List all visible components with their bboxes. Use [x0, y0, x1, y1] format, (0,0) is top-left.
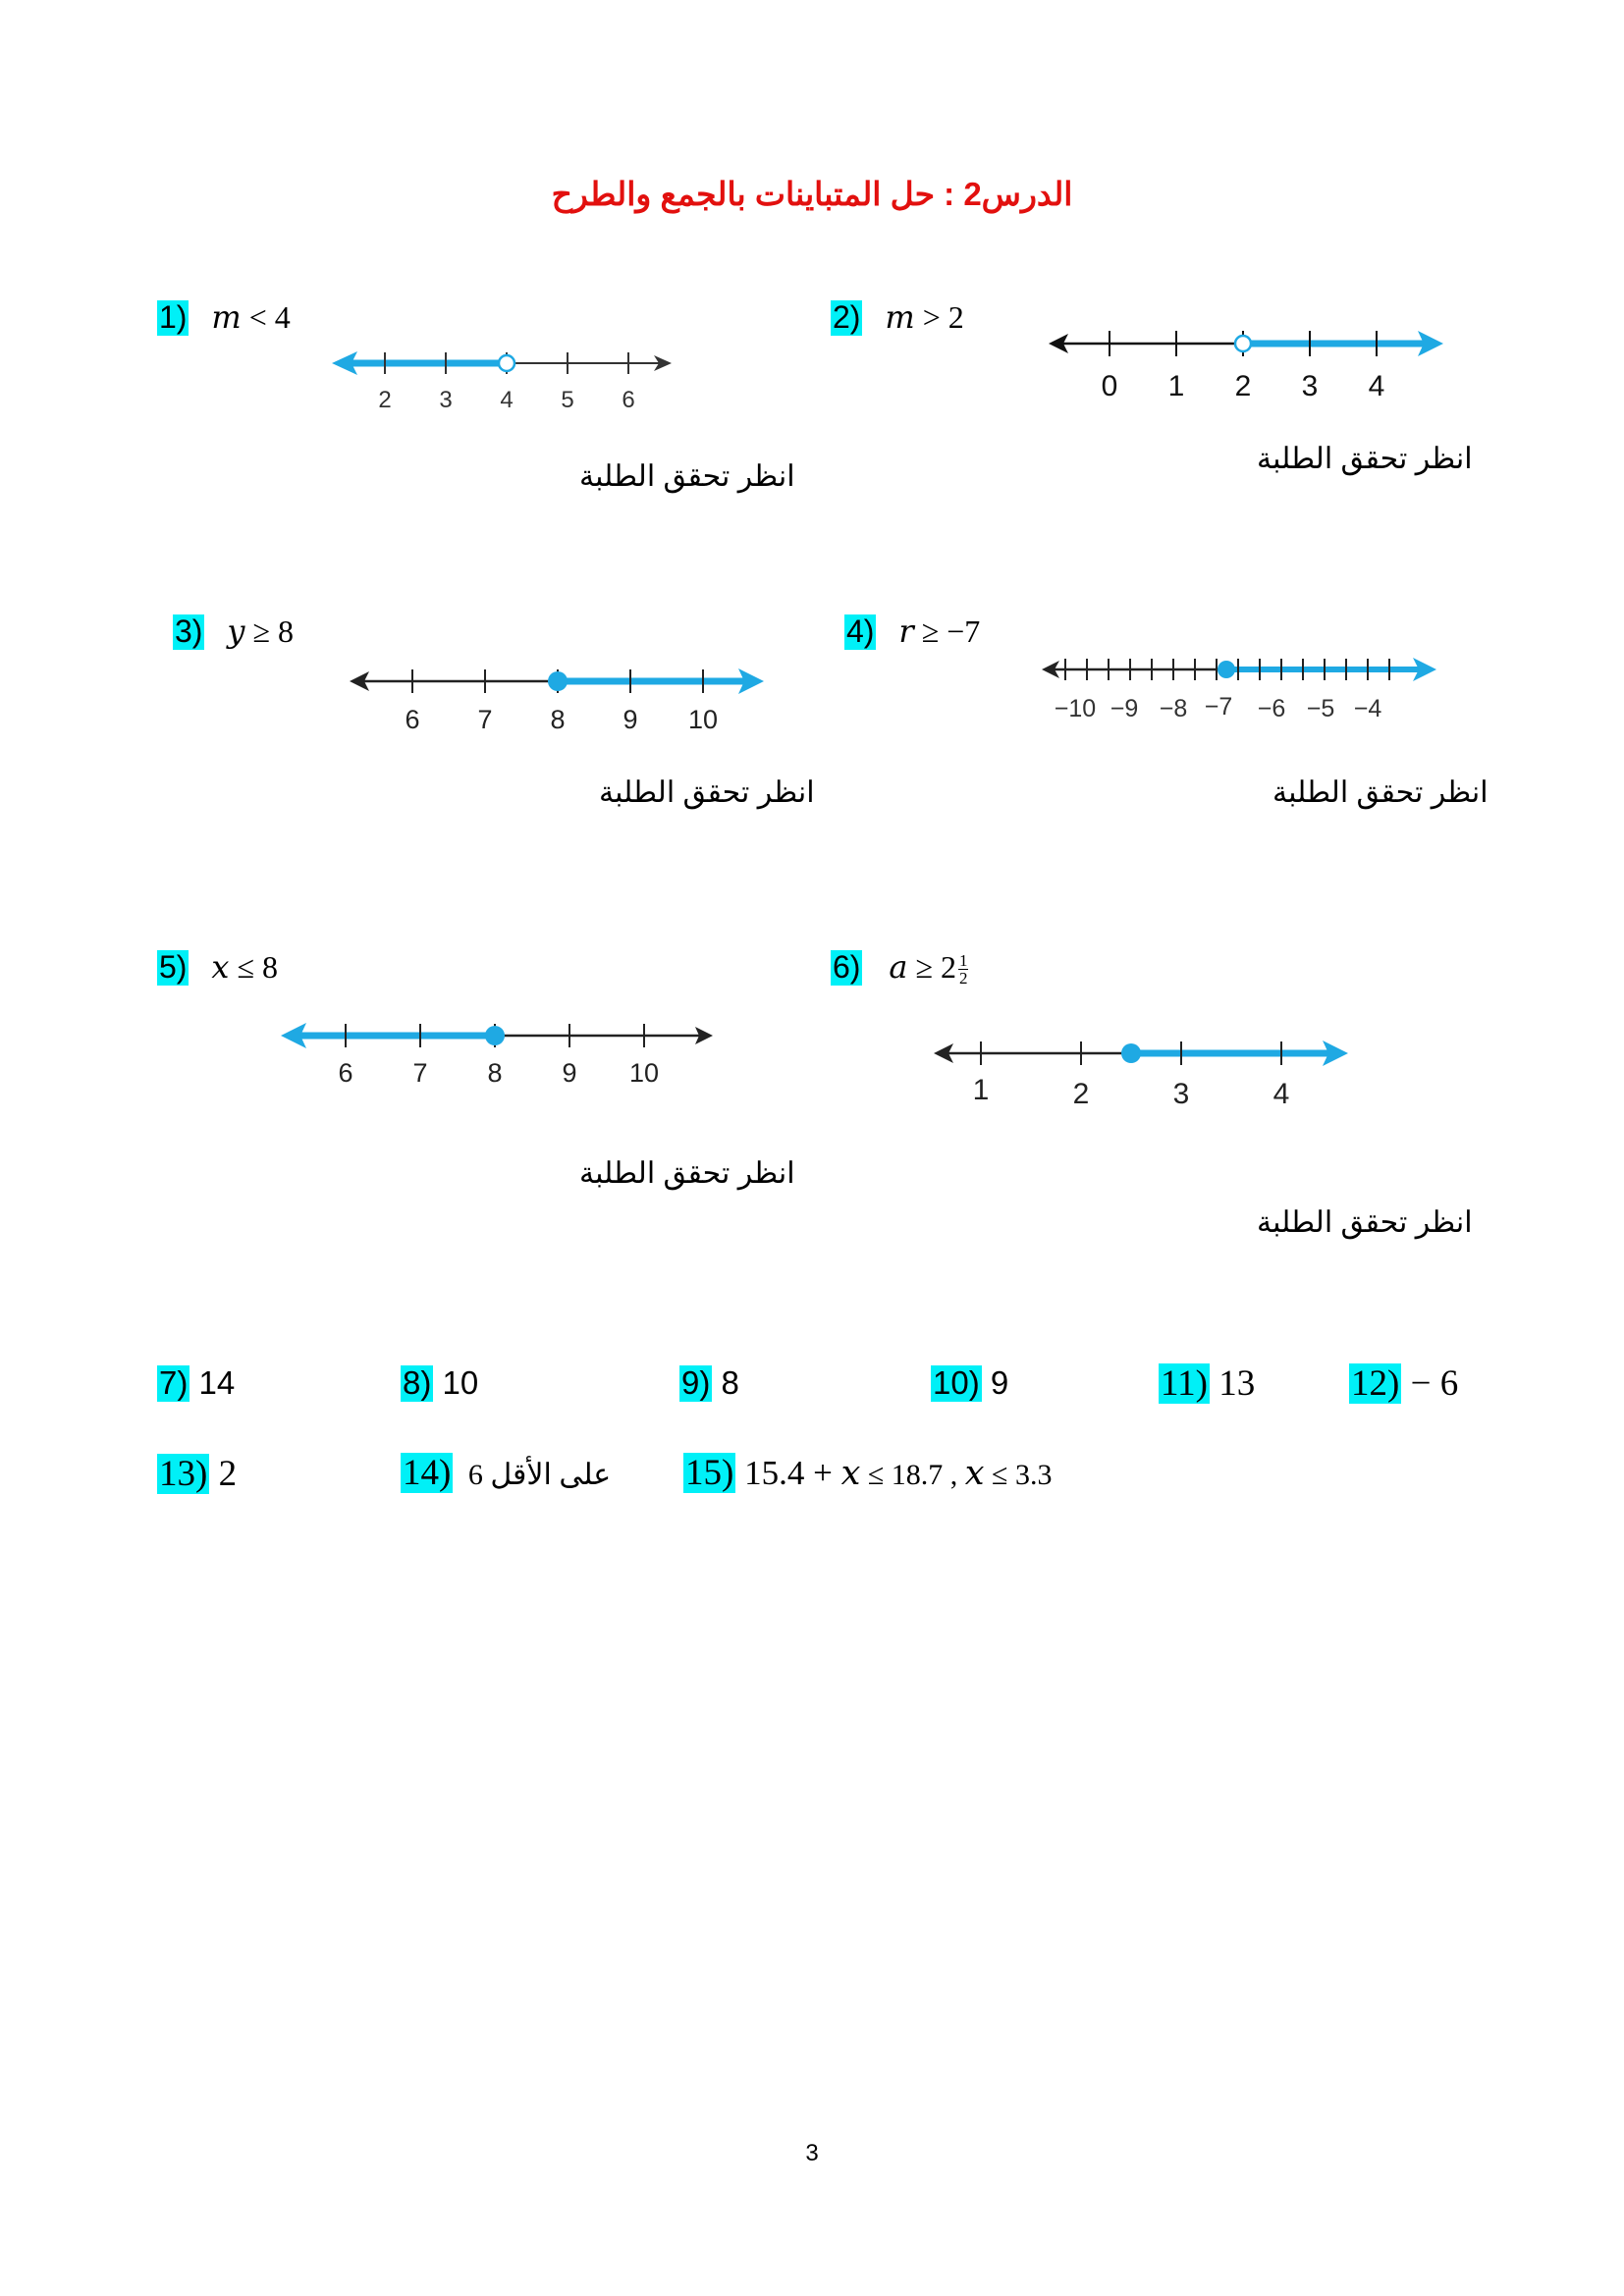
tick-label: 3	[1172, 1078, 1190, 1110]
fraction-denominator: 2	[958, 969, 968, 988]
inequality-variable: m	[885, 298, 915, 336]
answer-9	[679, 1364, 739, 1402]
answer-number: 7)	[159, 1364, 189, 1401]
open-point	[499, 355, 514, 371]
tick-label: 2	[1072, 1078, 1090, 1110]
answer-variable: x	[840, 1454, 861, 1493]
answer-number: 14)	[403, 1453, 452, 1493]
tick-label: −6	[1257, 695, 1286, 722]
number-line-2	[1041, 319, 1453, 417]
answer-number: 9)	[681, 1364, 711, 1401]
answer-number: 13)	[159, 1454, 208, 1494]
answer-value-b: ≤ 18.7 ,	[860, 1459, 965, 1491]
inequality-variable: a	[889, 948, 908, 986]
check-note: انظر تحقق الطلبة	[579, 460, 795, 493]
tick-label: −5	[1306, 695, 1335, 722]
answer-value: 2	[209, 1454, 238, 1494]
problem-number: 2)	[833, 299, 861, 335]
tick-label: 1	[1167, 370, 1185, 402]
number-line-5	[275, 1011, 727, 1099]
inequality-rest: < 4	[241, 299, 291, 335]
answer-number: 10)	[933, 1364, 980, 1401]
answer-number: 15)	[685, 1453, 734, 1493]
inequality-variable: r	[898, 613, 914, 650]
answer-value: 14	[189, 1364, 236, 1401]
answer-number: 8)	[403, 1364, 432, 1401]
closed-point	[548, 671, 568, 691]
inequality-rest: ≥ 2	[907, 949, 956, 985]
page-title: الدرس2 : حل المتباينات بالجمع والطرح	[551, 176, 1073, 212]
answer-15	[683, 1453, 1053, 1493]
tick-label: −8	[1159, 695, 1188, 722]
problem-1-label	[157, 298, 291, 336]
tick-label: 2	[378, 387, 392, 413]
answer-10	[931, 1364, 1008, 1402]
answer-value: 10	[433, 1364, 479, 1401]
tick-label: 2	[1234, 370, 1252, 402]
problem-number: 1)	[159, 299, 188, 335]
tick-label: −10	[1054, 695, 1097, 722]
tick-label: 7	[412, 1058, 428, 1088]
tick-label: 9	[623, 705, 638, 734]
tick-label: 6	[405, 705, 420, 734]
number-line-3	[344, 658, 776, 746]
check-note: انظر تحقق الطلبة	[599, 776, 815, 809]
answer-11	[1159, 1362, 1255, 1405]
tick-label: 0	[1101, 370, 1118, 402]
number-line-4	[1036, 650, 1448, 738]
answer-variable: x	[964, 1454, 985, 1493]
check-note: انظر تحقق الطلبة	[1257, 1206, 1473, 1239]
tick-label: 1	[972, 1074, 990, 1106]
fraction-numerator: 1	[958, 951, 968, 971]
answer-14	[401, 1453, 611, 1493]
answer-13	[157, 1453, 237, 1495]
answer-value: 8	[712, 1364, 739, 1401]
closed-point	[1121, 1043, 1141, 1063]
answer-12	[1349, 1362, 1458, 1405]
answer-8	[401, 1364, 478, 1402]
inequality-rest: ≥ 8	[244, 614, 294, 649]
answer-value: 6 على الأقل	[460, 1459, 612, 1491]
tick-label: 4	[1272, 1078, 1290, 1110]
check-note: انظر تحقق الطلبة	[1257, 443, 1473, 475]
inequality-rest: ≥ −7	[913, 614, 981, 649]
inequality-rest: ≤ 8	[229, 949, 278, 985]
problem-3-label	[173, 613, 294, 650]
answer-value: − 6	[1401, 1363, 1459, 1404]
tick-label: 4	[1368, 370, 1385, 402]
tick-label: 7	[477, 705, 493, 734]
tick-label: −7	[1204, 693, 1233, 721]
answer-value-c: ≤ 3.3	[984, 1459, 1053, 1491]
answer-value-a: 15.4 +	[735, 1454, 841, 1492]
closed-point	[1218, 661, 1235, 678]
fraction	[958, 952, 969, 987]
tick-label: 4	[500, 387, 514, 413]
problem-4-label	[844, 613, 980, 650]
tick-label: 10	[628, 1058, 660, 1088]
check-note: انظر تحقق الطلبة	[579, 1157, 795, 1190]
problem-number: 4)	[846, 614, 875, 649]
closed-point	[485, 1026, 505, 1045]
problem-number: 3)	[175, 614, 203, 649]
tick-label: 10	[687, 705, 719, 734]
page-number: 3	[805, 2140, 819, 2166]
answer-number: 12)	[1351, 1363, 1400, 1404]
number-line-1	[324, 339, 687, 427]
tick-label: 6	[622, 387, 635, 413]
answer-value: 13	[1209, 1363, 1256, 1404]
tick-label: −9	[1110, 695, 1139, 722]
problem-number: 6)	[833, 949, 861, 985]
tick-label: 9	[562, 1058, 577, 1088]
number-line-6	[928, 1029, 1360, 1117]
problem-2-label	[831, 298, 964, 336]
inequality-variable: x	[211, 948, 230, 986]
problem-6-label	[831, 948, 968, 987]
inequality-variable: y	[227, 613, 245, 650]
open-point	[1235, 336, 1251, 351]
answer-7	[157, 1364, 235, 1402]
inequality-rest: > 2	[914, 299, 964, 335]
problem-number: 5)	[159, 949, 188, 985]
tick-label: −4	[1353, 695, 1382, 722]
tick-label: 8	[487, 1058, 503, 1088]
tick-label: 3	[1301, 370, 1319, 402]
answer-value: 9	[981, 1364, 1009, 1401]
tick-label: 8	[550, 705, 566, 734]
check-note: انظر تحقق الطلبة	[1272, 776, 1489, 809]
tick-label: 5	[561, 387, 574, 413]
problem-5-label	[157, 948, 278, 986]
inequality-variable: m	[211, 298, 242, 336]
tick-label: 6	[338, 1058, 353, 1088]
answer-number: 11)	[1161, 1363, 1208, 1404]
tick-label: 3	[439, 387, 453, 413]
